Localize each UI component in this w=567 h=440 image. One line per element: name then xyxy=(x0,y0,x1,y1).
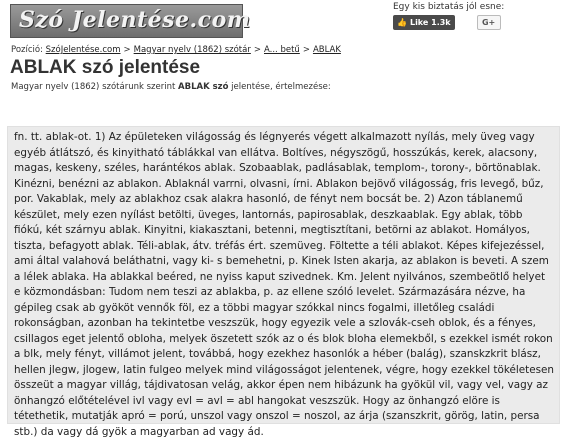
site-logo[interactable] xyxy=(10,4,251,38)
breadcrumb-word-link[interactable]: ABLAK xyxy=(312,45,341,55)
site-logo-text: Szó Jelentése.com xyxy=(19,7,251,33)
definition-text: fn. tt. ablak-ot. 1) Az épületeken világosság és légnyerés végett alkalmazott nyílás, mely üveg vagy egyéb átlátszó, és kinyitható táblákkal van ellátva. Boltíves, négyszögű, hosszúkás, kerek, alacsony, magas, keskeny, széles, harántékos ablak. Szobaablak, padlásablak, templom-, torony-, börtönablak. Kinézni, benézni az ablakon. Ablaknál varrni, olvasni, írni. Ablakon bejövő világosság, fris levegő, bűz, por. Vakablak, mely az ablakhoz csak alakra hasonló, de fényt nem bocsát be. 2) Azon táblanemű készület, mely ezen nyílást betölti, üveges, lantornás, papirosablak, deszkaablak. Egy ablak, több fiókú, két szárnyu ablak. Kinyitni, kiakasztani, betenni, megtisztítani, betörni az ablakot. Homályos, tiszta, befagyott ablak. Téli-ablak, átv. tréfás ért. szemüveg. Föltette a téli ablakot. Képes kifejezéssel, ami által valahová beláthatni, vagy ki- s bemehetni, p. Kinek Isten akarja, az ablakon is beveti. A szem a lélek ablaka. Ha ablakkal beéred, ne nyiss kaput szivednek. Km. Jelent nyilvános, szembeötlő helyet e közmondásban: Tudom nem teszi az ablakba, p. az ellene szóló levelet. Származására nézve, ha gépileg csak ab gyököt vennők föl, ez a többi magyar szókkal nincs fogalmi, illetőleg családi rokonságban, azonban ha tekintetbe veszszük, hogy egyezik vele a szlovák-cseh oblok, és a fényes, csillagos eget jelentő obloha, melyek öszetett szók az o és blok bloha elemekből, s ezekkel ismét rokon a blk, mely fényt, villámot jelent, továbbá, hogy ezekhez hasonlók a héber (balág), szanskzkrit blász, hellen jlegw, jlogew, latin fulgeo melyek mind világosságot jelentenek, végre, hogy ezekkel tökéletesen összeüt a magyar villág, tájdivatosan velág, akkor épen nem hibázunk ha gyökül vil, vagy vel, vagy az önhangzó előtételével ivl vagy evl = avl = abl hangokat veszszük. Hogy az önhangzó elöre is tétethetik, mutatják apró = porú, unszol vagy onszol = noszol, az árja (szanszkrit, görög, latin, persa stb.) da vagy dá gyök a magyarban ad vagy ád. xyxy=(14,131,555,438)
subtitle-text-before: Magyar nyelv (1862) szótárunk szerint xyxy=(11,82,179,92)
like-label: Like 1.3k xyxy=(409,18,451,27)
breadcrumb-prefix: Pozíció: xyxy=(11,45,43,55)
subtitle-text-after: jelentése, értelmezése: xyxy=(228,82,331,92)
page-subtitle xyxy=(11,82,331,92)
breadcrumb-separator: > xyxy=(253,45,261,55)
thumbs-up-icon: 👍 xyxy=(397,18,407,27)
definition-box xyxy=(7,126,560,438)
breadcrumb-home-link[interactable]: SzóJelentése.com xyxy=(45,45,121,55)
social-box xyxy=(393,2,563,30)
subtitle-bold-word: ABLAK szó xyxy=(178,82,229,92)
google-plus-button[interactable]: G+ xyxy=(477,15,501,30)
social-buttons xyxy=(393,15,563,30)
facebook-like-button[interactable] xyxy=(393,15,455,30)
breadcrumb-separator: > xyxy=(302,45,310,55)
breadcrumb-letter-link[interactable]: A... betű xyxy=(263,45,300,55)
breadcrumb xyxy=(11,45,341,55)
page-title: ABLAK szó jelentése xyxy=(10,57,201,78)
breadcrumb-separator: > xyxy=(123,45,131,55)
social-label: Egy kis biztatás jól esne: xyxy=(393,2,505,12)
breadcrumb-dictionary-link[interactable]: Magyar nyelv (1862) szótár xyxy=(133,45,251,55)
